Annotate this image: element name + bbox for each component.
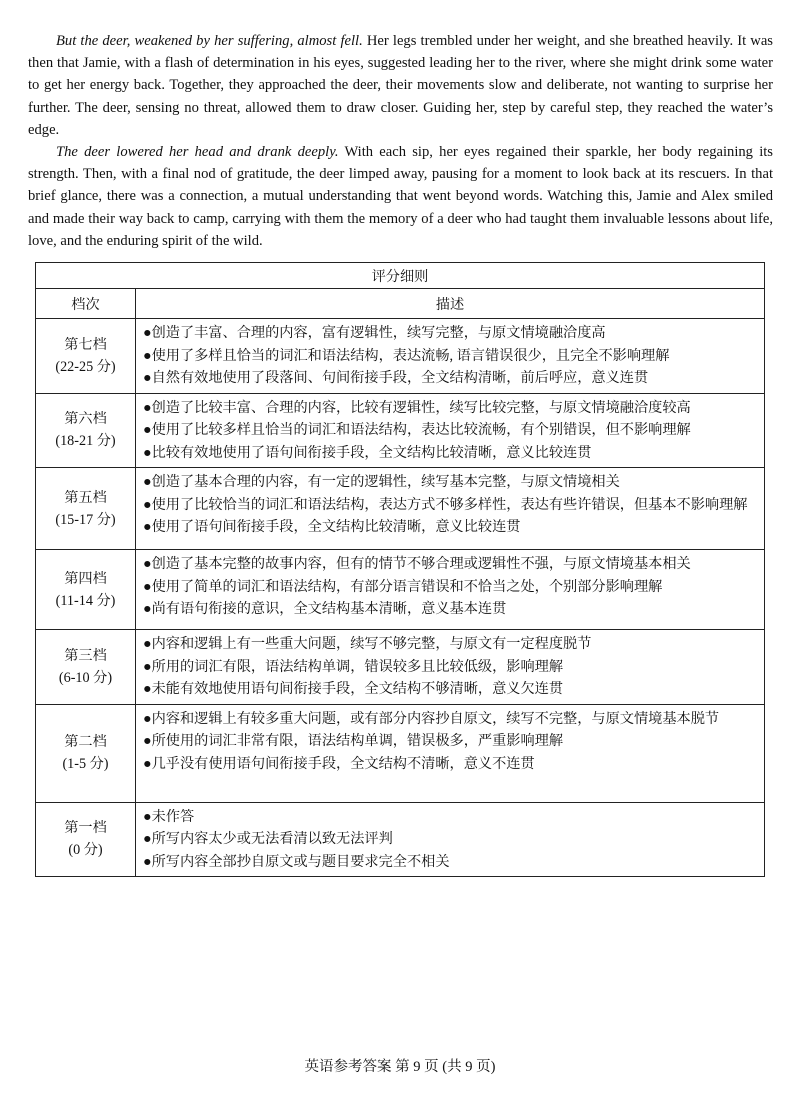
- page-footer: 英语参考答案 第 9 页 (共 9 页): [304, 1059, 496, 1075]
- story-passage: [28, 30, 773, 252]
- criterion-item: ● 所用的词汇有限，语法结构单调，错误较多且比较低级，影响理解: [143, 656, 758, 679]
- table-row: [36, 468, 765, 550]
- criterion-item: ● 使用了比较恰当的词汇和语法结构，表达方式不够多样性，表达有些许错误，但基本不影响理解: [143, 494, 758, 517]
- level-cell: [36, 630, 136, 705]
- criterion-item: ● 使用了简单的词汇和语法结构，有部分语言错误和不恰当之处，个别部分影响理解: [143, 576, 758, 599]
- description-cell: [136, 319, 765, 394]
- description-cell: [136, 802, 765, 877]
- scoring-rubric-table: [35, 262, 765, 877]
- level-name: 第五档: [64, 489, 107, 506]
- header-level: 档次: [36, 289, 136, 319]
- level-cell: [36, 468, 136, 550]
- paragraph-2-lead: The deer lowered her head and drank deeply.: [56, 144, 339, 161]
- criterion-item: ● 内容和逻辑上有较多重大问题，或有部分内容抄自原文，续写不完整，与原文情境基本脱节: [143, 708, 758, 731]
- level-cell: [36, 704, 136, 802]
- level-score: (18-21 分): [55, 433, 116, 450]
- table-row: [36, 802, 765, 877]
- level-score: (15-17 分): [55, 511, 116, 528]
- criterion-item: ● 自然有效地使用了段落间、句间衔接手段，全文结构清晰，前后呼应，意义连贯: [143, 367, 758, 390]
- criterion-item: ● 使用了多样且恰当的词汇和语法结构，表达流畅, 语言错误很少，且完全不影响理解: [143, 345, 758, 368]
- paragraph-1-body: Her legs trembled under her weight, and she breathed heavily. It was then that Jamie, with a flash of determination in his eyes, suggested leading her to the river, where she might drink some water to get her energy back. Together, they approached the deer, their movements slow and deliberate, not wanting to surprise her further. The deer, sensing no threat, allowed them to draw closer. Guiding her, step by careful step, they reached the water’s edge.: [28, 33, 773, 138]
- criterion-item: ● 未作答: [143, 806, 758, 829]
- level-name: 第一档: [64, 820, 107, 837]
- level-score: (11-14 分): [55, 592, 116, 609]
- level-cell: [36, 319, 136, 394]
- table-row: [36, 704, 765, 802]
- level-name: 第四档: [64, 570, 107, 587]
- header-description: 描述: [136, 289, 765, 319]
- description-cell: [136, 704, 765, 802]
- level-score: (1-5 分): [62, 756, 109, 772]
- criterion-item: ● 创造了比较丰富、合理的内容，比较有逻辑性，续写比较完整，与原文情境融洽度较高: [143, 397, 758, 420]
- criterion-item: ● 所写内容太少或无法看清以致无法评判: [143, 828, 758, 851]
- paragraph-1: [28, 30, 773, 141]
- table-row: [36, 319, 765, 394]
- description-cell: [136, 550, 765, 630]
- criterion-item: ● 使用了语句间衔接手段，全文结构比较清晰，意义比较连贯: [143, 516, 758, 539]
- description-cell: [136, 630, 765, 705]
- criterion-item: ● 所使用的词汇非常有限，语法结构单调，错误极多，严重影响理解: [143, 730, 758, 753]
- criterion-item: ● 使用了比较多样且恰当的词汇和语法结构，表达比较流畅，有个别错误，但不影响理解: [143, 419, 758, 442]
- paragraph-1-lead: But the deer, weakened by her suffering, almost fell.: [56, 33, 363, 49]
- table-row: [36, 550, 765, 630]
- criterion-item: ● 尚有语句衔接的意识，全文结构基本清晰，意义基本连贯: [143, 598, 758, 621]
- level-score: (0 分): [68, 842, 103, 859]
- criterion-item: ● 所写内容全部抄自原文或与题目要求完全不相关: [143, 851, 758, 874]
- criterion-item: ● 创造了基本完整的故事内容，但有的情节不够合理或逻辑性不强，与原文情境基本相关: [143, 553, 758, 576]
- level-cell: [36, 393, 136, 468]
- criterion-item: ● 未能有效地使用语句间衔接手段，全文结构不够清晰，意义欠连贯: [143, 678, 758, 701]
- criterion-item: ● 内容和逻辑上有一些重大问题，续写不够完整，与原文有一定程度脱节: [143, 633, 758, 656]
- criterion-item: ● 创造了基本合理的内容，有一定的逻辑性，续写基本完整，与原文情境相关: [143, 471, 758, 494]
- paragraph-2-body: With each sip, her eyes regained their sparkle, her body regaining its strength. Then, with a final nod of gratitude, the deer limped away, pausing for a moment to look back at its rescuers. In that brief glance, there was a connection, a mutual understanding that went beyond words. Watching this, Jamie and Alex smiled and made their way back to camp, carrying with them the memory of a deer who had taught them invaluable lessons about life, love, and the enduring spirit of the wild.: [28, 144, 773, 249]
- level-cell: [36, 802, 136, 877]
- criterion-item: ● 比较有效地使用了语句间衔接手段，全文结构比较清晰，意义比较连贯: [143, 442, 758, 465]
- table-row: [36, 630, 765, 705]
- table-title: 评分细则: [36, 263, 765, 289]
- level-name: 第三档: [64, 647, 107, 664]
- paragraph-2: [28, 141, 773, 252]
- level-name: 第七档: [64, 336, 107, 353]
- level-cell: [36, 550, 136, 630]
- level-name: 第二档: [64, 734, 107, 750]
- level-score: (22-25 分): [55, 358, 116, 375]
- description-cell: [136, 468, 765, 550]
- level-name: 第六档: [64, 411, 107, 428]
- table-row: [36, 393, 765, 468]
- criterion-item: ● 创造了丰富、合理的内容，富有逻辑性，续写完整，与原文情境融洽度高: [143, 322, 758, 345]
- level-score: (6-10 分): [58, 669, 113, 686]
- criterion-item: ● 几乎没有使用语句间衔接手段，全文结构不清晰，意义不连贯: [143, 753, 758, 776]
- description-cell: [136, 393, 765, 468]
